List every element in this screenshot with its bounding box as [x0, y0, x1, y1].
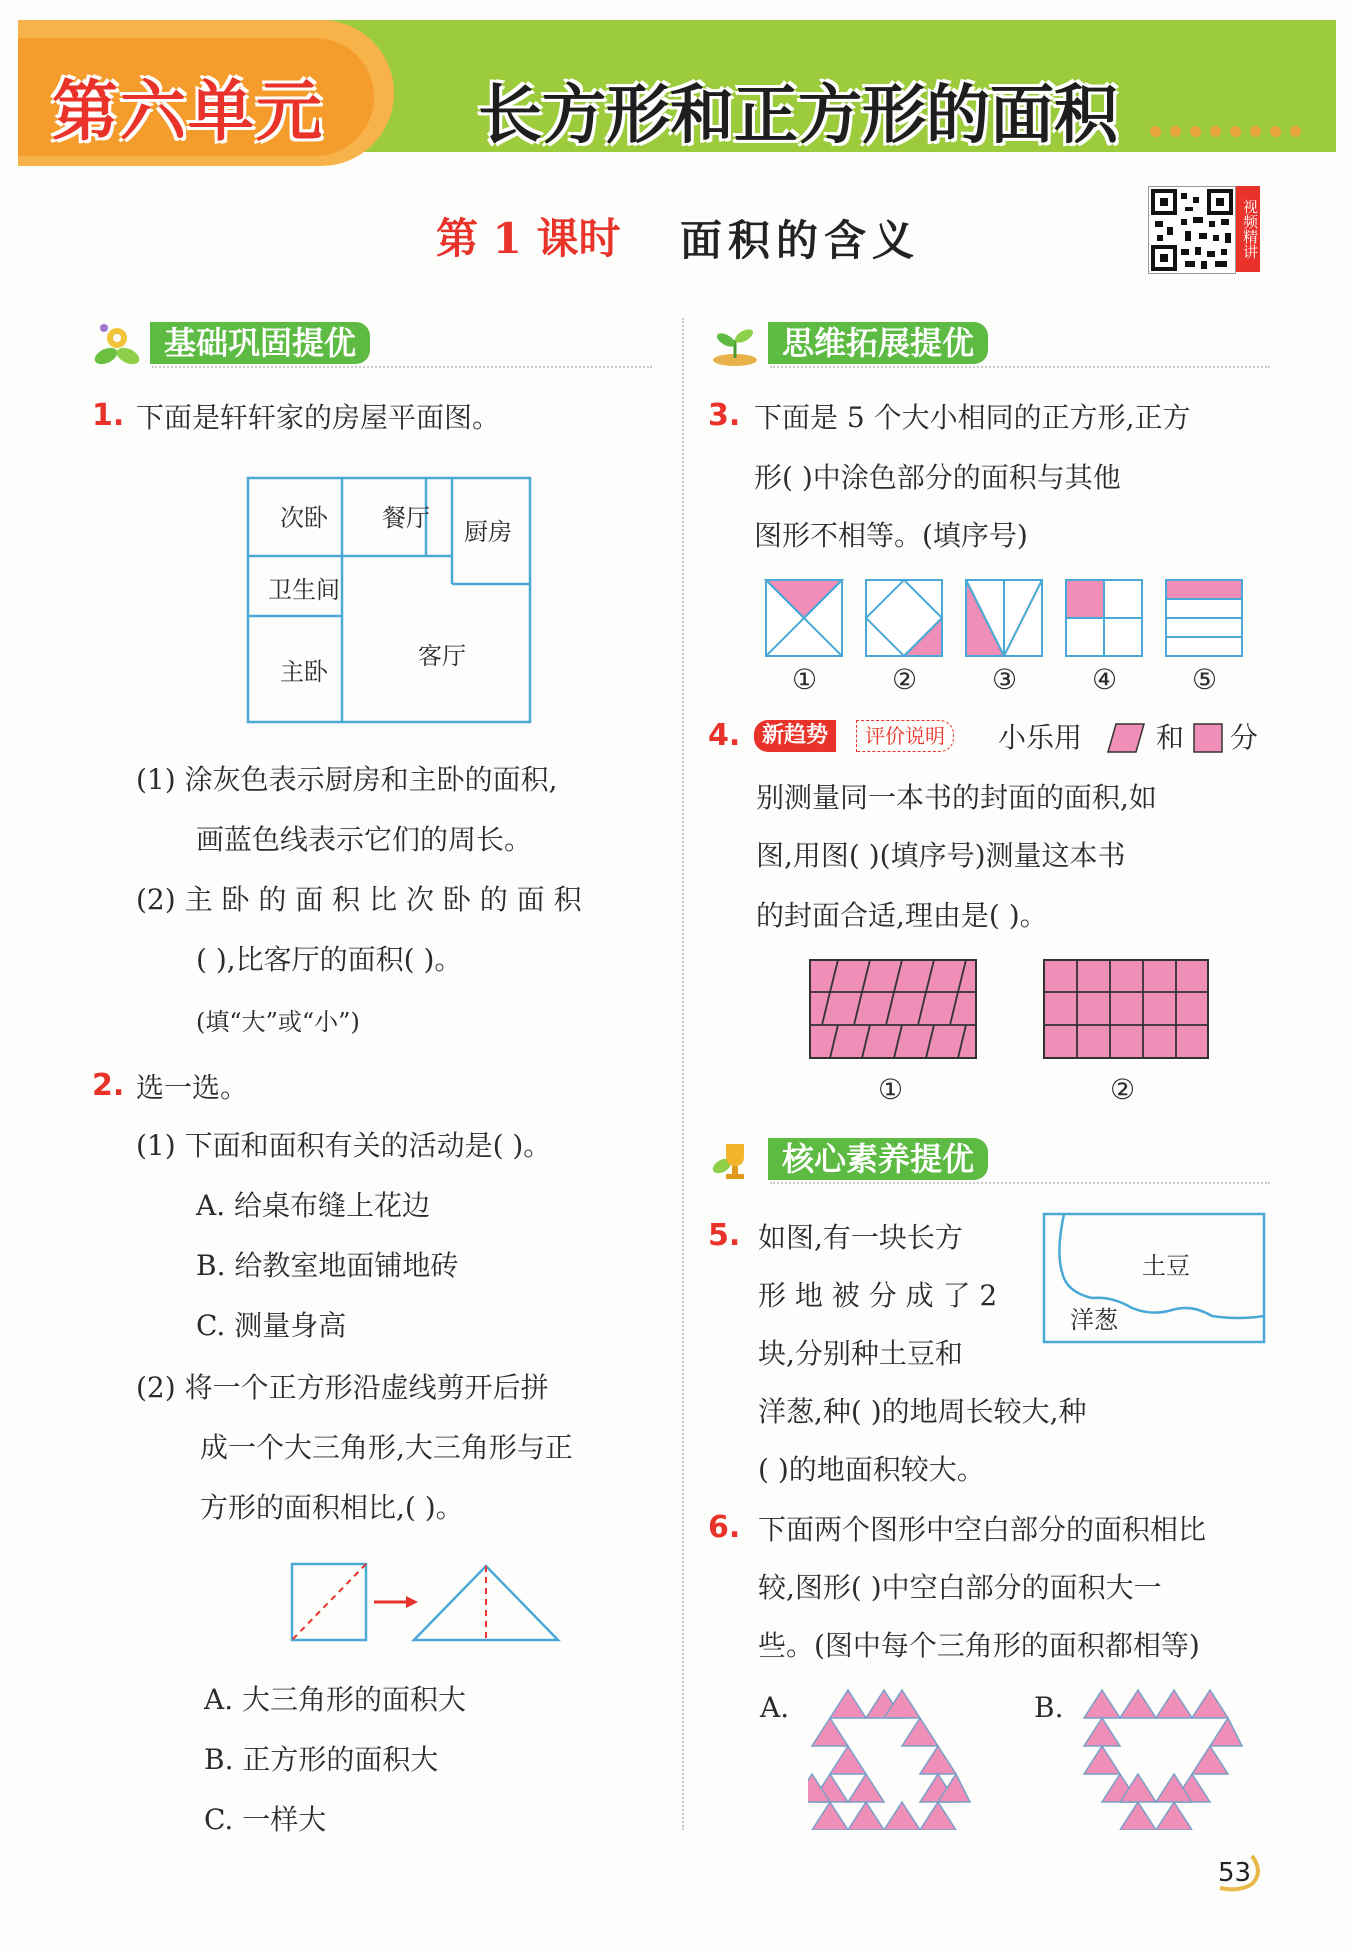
q4-line3[interactable]: 图,用图( )(填序号)测量这本书	[756, 839, 1126, 872]
q6-figure-a	[808, 1686, 974, 1830]
page-number-swoosh-icon	[1212, 1852, 1268, 1892]
q5-line4[interactable]: 洋葱,种( )的地周长较大,种	[758, 1395, 1087, 1428]
q6-line1: 下面两个图形中空白部分的面积相比	[758, 1513, 1207, 1546]
q3-square-4	[1066, 580, 1142, 656]
parallelogram-unit-icon	[1106, 722, 1146, 754]
q5-line5[interactable]: ( )的地面积较大。	[758, 1453, 985, 1486]
q3-line2[interactable]: 形( )中涂色部分的面积与其他	[754, 461, 1121, 494]
q3-square-3	[966, 580, 1042, 656]
q2-part2-line1: (2) 将一个正方形沿虚线剪开后拼	[136, 1371, 549, 1404]
q2-p1-option-a[interactable]: A. 给桌布缝上花边	[196, 1189, 431, 1222]
q4-line2: 别测量同一本书的封面的面积,如	[756, 781, 1157, 814]
q6-line2[interactable]: 较,图形( )中空白部分的面积大一	[758, 1571, 1162, 1604]
q4-label-1: ①	[878, 1073, 904, 1106]
q3-line3: 图形不相等。(填序号)	[754, 519, 1028, 552]
q6-label-b[interactable]: B.	[1034, 1691, 1064, 1724]
q3-square-2	[866, 580, 942, 656]
room-dining: 餐厅	[382, 504, 430, 532]
qr-code-icon[interactable]	[1148, 186, 1236, 274]
q2-number: 2.	[92, 1068, 125, 1103]
q2-p1-option-c[interactable]: C. 测量身高	[196, 1309, 347, 1342]
unit-label: 第六单元	[52, 73, 324, 150]
q3-label-1: ①	[792, 663, 818, 696]
section-basic-header	[92, 322, 652, 366]
q5-line1: 如图,有一块长方	[758, 1221, 963, 1254]
q2-part1[interactable]: (1) 下面和面积有关的活动是( )。	[136, 1129, 552, 1162]
unit-title: 长方形和正方形的面积	[478, 79, 1118, 153]
new-trend-badge: 新趋势	[754, 720, 836, 752]
q4-line1-a: 小乐用	[998, 721, 1083, 754]
page-number: 53	[1218, 1858, 1252, 1888]
q3-number: 3.	[708, 398, 741, 433]
q3-square-5	[1166, 580, 1242, 656]
evaluation-note-badge[interactable]: 评价说明	[856, 720, 954, 752]
q1-part1-line1: (1) 涂灰色表示厨房和主卧的面积,	[136, 763, 558, 796]
lesson-title: 面积的含义	[680, 216, 921, 265]
square-to-triangle-figure	[290, 1562, 562, 1644]
q2-p2-option-c[interactable]: C. 一样大	[204, 1803, 327, 1836]
q4-line1-b: 和	[1156, 721, 1185, 754]
q2-p2-option-b[interactable]: B. 正方形的面积大	[204, 1743, 439, 1776]
q1-text: 下面是轩轩家的房屋平面图。	[136, 401, 501, 434]
q4-line4[interactable]: 的封面合适,理由是( )。	[756, 899, 1048, 932]
q5-line3: 块,分别种土豆和	[758, 1337, 963, 1370]
q1-part2-hint: (填“大”或“小”)	[196, 1008, 360, 1036]
room-second-bedroom: 次卧	[280, 504, 328, 532]
room-master-bedroom: 主卧	[280, 658, 328, 686]
q2-p1-option-b[interactable]: B. 给教室地面铺地砖	[196, 1249, 459, 1282]
room-living: 客厅	[418, 642, 466, 670]
q3-squares	[764, 578, 1254, 660]
trophy-icon	[710, 1136, 760, 1184]
section-core-header	[710, 1138, 1270, 1182]
q6-number: 6.	[708, 1510, 741, 1545]
room-kitchen: 厨房	[464, 518, 512, 546]
section-core-title: 核心素养提优	[768, 1138, 988, 1180]
q2-part2-line3[interactable]: 方形的面积相比,( )。	[200, 1491, 464, 1524]
q5-number: 5.	[708, 1218, 741, 1253]
q1-part2-line1: (2) 主 卧 的 面 积 比 次 卧 的 面 积	[136, 883, 582, 916]
q3-line1: 下面是 5 个大小相同的正方形,正方	[754, 401, 1191, 434]
q3-square-1	[766, 580, 842, 656]
q1-part2-line2[interactable]: ( ),比客厅的面积( )。	[196, 943, 463, 976]
section-thinking-header	[710, 322, 1270, 366]
q4-label-2: ②	[1110, 1073, 1136, 1106]
qr-tag: 视频精讲	[1236, 186, 1260, 272]
q3-label-4: ④	[1092, 663, 1118, 696]
room-bathroom: 卫生间	[268, 576, 340, 604]
q6-label-a[interactable]: A.	[760, 1691, 790, 1724]
q3-label-5: ⑤	[1192, 663, 1218, 696]
q6-line3: 些。(图中每个三角形的面积都相等)	[758, 1629, 1200, 1662]
q2-text: 选一选。	[136, 1071, 249, 1104]
q3-label-3: ③	[992, 663, 1018, 696]
square-unit-icon	[1192, 722, 1224, 754]
q4-line1-c: 分	[1230, 721, 1259, 754]
q1-part1-line2: 画蓝色线表示它们的周长。	[196, 823, 533, 856]
q5-line2: 形 地 被 分 成 了 2	[758, 1279, 998, 1312]
sprout-icon	[710, 320, 760, 368]
q4-number: 4.	[708, 718, 741, 753]
section-thinking-title: 思维拓展提优	[768, 322, 988, 364]
q2-part2-line2: 成一个大三角形,大三角形与正	[200, 1431, 573, 1464]
q5-onion: 洋葱	[1070, 1306, 1118, 1334]
gear-leaf-icon	[92, 320, 142, 368]
q1-number: 1.	[92, 398, 125, 433]
column-divider	[682, 318, 684, 1830]
q3-label-2: ②	[892, 663, 918, 696]
q2-p2-option-a[interactable]: A. 大三角形的面积大	[204, 1683, 467, 1716]
section-basic-title: 基础巩固提优	[150, 322, 370, 364]
q4-figure-1	[808, 958, 980, 1060]
q6-figure-b	[1080, 1686, 1246, 1830]
lesson-number: 第 1 课时	[436, 214, 621, 263]
q4-figure-2	[1042, 958, 1210, 1060]
q5-potato: 土豆	[1142, 1252, 1190, 1280]
